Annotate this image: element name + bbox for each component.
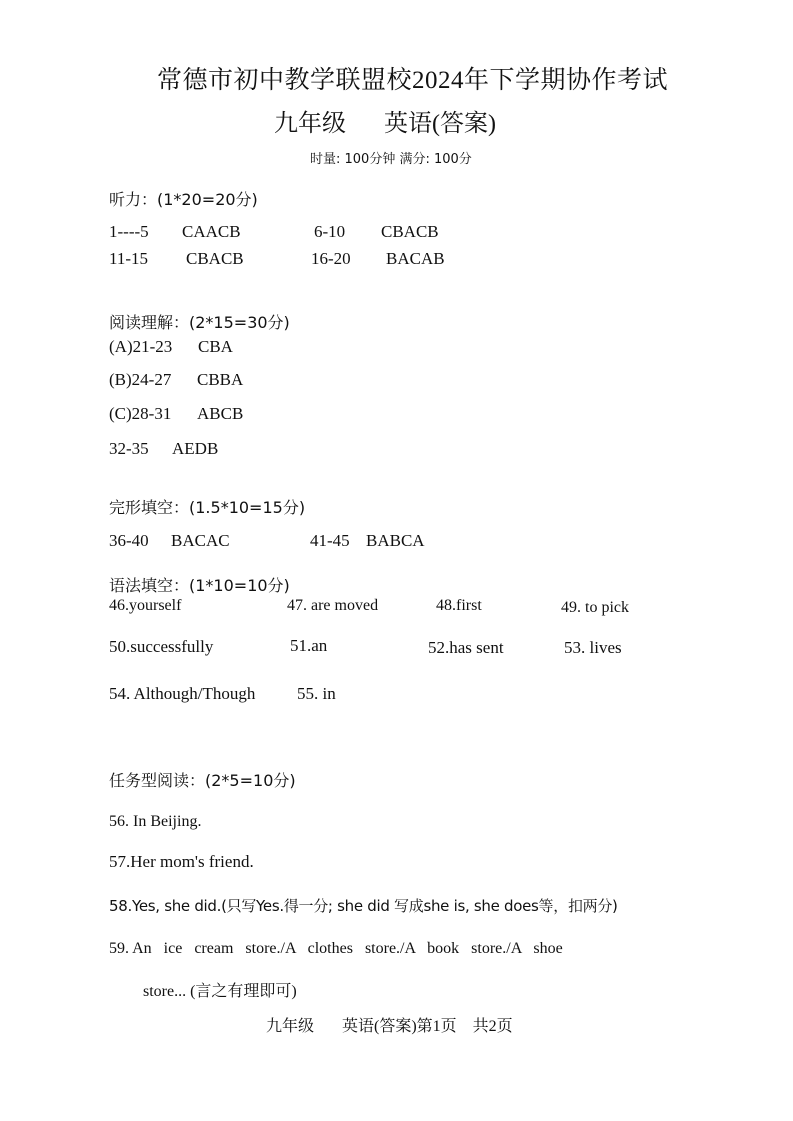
answer-key: CBBA <box>197 370 244 389</box>
answer-range: 6-10 <box>314 222 346 241</box>
cloze-heading: 完形填空：(1.5*10=15分) <box>109 498 306 517</box>
answer-range: 32-35 <box>109 439 149 458</box>
answer-range: 11-15 <box>109 249 149 268</box>
task-answer-continued: store... (言之有理即可) <box>143 983 297 1000</box>
page-footer: 九年级 英语(答案)第1页 共2页 <box>266 1018 513 1035</box>
answer-key: BABCA <box>366 531 425 550</box>
answer-range: 1----5 <box>109 222 149 241</box>
answer-range: 36-40 <box>109 531 149 550</box>
grammar-answer: 47. are moved <box>287 597 379 614</box>
answer-key: BACAB <box>386 249 445 268</box>
task-reading-heading: 任务型阅读：(2*5=10分) <box>109 771 296 790</box>
grammar-answer: 48.first <box>436 597 482 614</box>
grammar-answer: 46.yourself <box>109 597 182 614</box>
grammar-answer: 52.has sent <box>428 638 504 657</box>
reading-heading: 阅读理解：(2*15=30分) <box>109 313 290 332</box>
grammar-heading: 语法填空：(1*10=10分) <box>109 576 290 595</box>
answer-range: 16-20 <box>311 249 351 268</box>
answer-key: CBACB <box>381 222 439 241</box>
answer-range: 41-45 <box>310 531 350 550</box>
grade-label: 九年级 <box>274 111 346 137</box>
listening-heading: 听力：(1*20=20分) <box>109 190 258 209</box>
task-answer: 57.Her mom's friend. <box>109 852 254 871</box>
answer-range: (C)28-31 <box>109 404 172 423</box>
answer-key: ABCB <box>197 404 244 423</box>
exam-meta: 时量: 100分钟 满分: 100分 <box>310 152 472 167</box>
answer-range: (B)24-27 <box>109 370 172 389</box>
answer-key: AEDB <box>172 439 219 458</box>
grammar-answer: 50.successfully <box>109 637 214 656</box>
task-answer: 58.Yes, she did.(只写Yes.得一分; she did 写成she is, she does等，扣两分) <box>109 897 618 915</box>
answer-key: CAACB <box>182 222 241 241</box>
answer-range: (A)21-23 <box>109 337 173 356</box>
answer-key: CBA <box>198 337 233 356</box>
task-answer: 56. In Beijing. <box>109 813 202 830</box>
exam-title: 常德市初中教学联盟校2024年下学期协作考试 <box>157 67 669 94</box>
grammar-answer: 55. in <box>297 684 336 703</box>
answer-key: CBACB <box>186 249 244 268</box>
grammar-answer: 49. to pick <box>561 599 629 616</box>
grammar-answer: 51.an <box>290 636 328 655</box>
answer-key: BACAC <box>171 531 230 550</box>
task-answer: 59. An ice cream store./A clothes store./A book store./A shoe <box>109 940 563 957</box>
grammar-answer: 54. Although/Though <box>109 684 256 703</box>
subject-label: 英语(答案) <box>384 111 496 137</box>
grammar-answer: 53. lives <box>564 638 622 657</box>
